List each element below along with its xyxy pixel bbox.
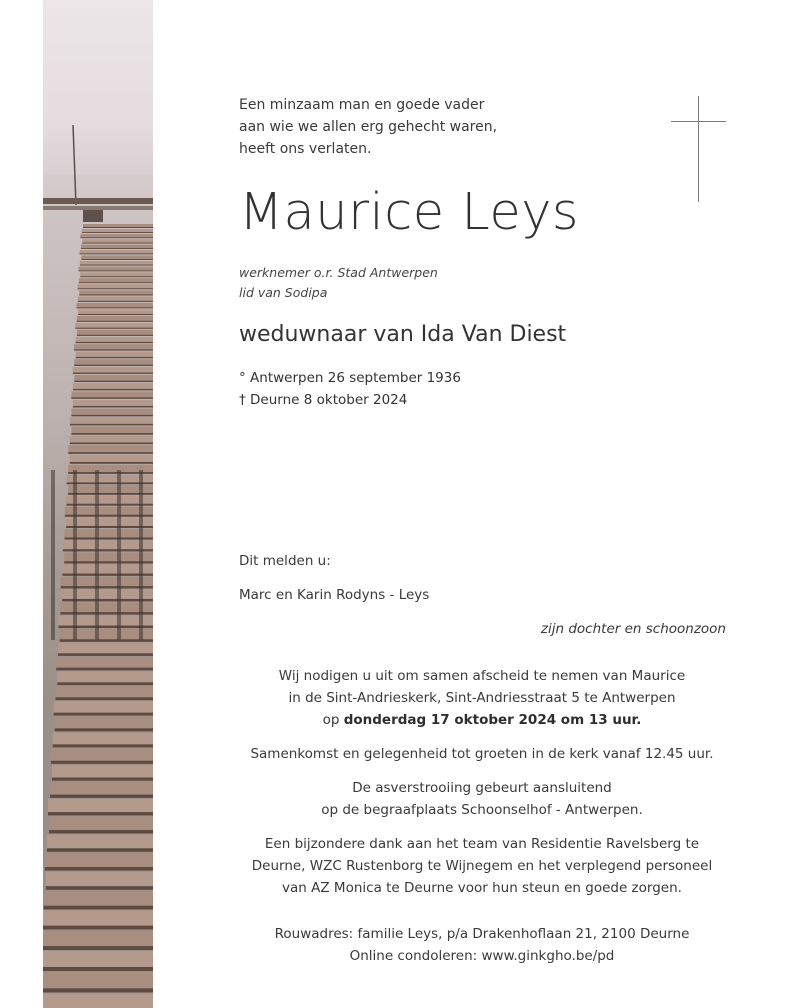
family-names: Marc en Karin Rodyns - Leys: [239, 587, 430, 603]
role-line-1: werknemer o.r. Stad Antwerpen: [239, 265, 438, 280]
thanks-line-3: van AZ Monica te Deurne voor hun steun en goede zorgen.: [282, 880, 682, 896]
invitation-line-2: in de Sint-Andrieskerk, Sint-Andriesstraat 5 te Antwerpen: [288, 690, 676, 706]
invitation-line-1: Wij nodigen u uit om samen afscheid te nemen van Maurice: [278, 668, 686, 684]
online-condolences: Online condoleren: www.ginkgho.be/pd: [349, 948, 615, 964]
spouse-line: weduwnaar van Ida Van Diest: [239, 322, 567, 347]
announcement: Dit melden u:: [239, 553, 331, 569]
roles: [239, 263, 438, 303]
thanks-line-2: Deurne, WZC Rustenborg te Wijnegem en het verplegend personeel: [251, 858, 713, 874]
ceremony-datetime: donderdag 17 oktober 2024 om 13 uur.: [343, 712, 642, 728]
intro-line-1: Een minzaam man en goede vader: [239, 97, 485, 113]
thanks-line-1: Een bijzondere dank aan het team van Residentie Ravelsberg te: [264, 836, 700, 852]
intro-line-3: heeft ons verlaten.: [239, 141, 372, 157]
boardwalk-illustration: [43, 0, 153, 1008]
contact-info: [212, 923, 752, 967]
invitation-line-3: [212, 709, 752, 731]
birth-date: ° Antwerpen 26 september 1936: [239, 370, 461, 386]
death-date: † Deurne 8 oktober 2024: [239, 392, 408, 408]
thanks-text: [212, 833, 752, 899]
role-line-2: lid van Sodipa: [239, 285, 328, 300]
deceased-name: Maurice Leys: [239, 183, 579, 242]
invitation: [212, 665, 752, 731]
family-relation: zijn dochter en schoonzoon: [540, 621, 726, 637]
boardwalk-photo: [43, 0, 153, 1008]
intro-line-2: aan wie we allen erg gehecht waren,: [239, 119, 498, 135]
gathering-info: [212, 743, 752, 765]
scattering-info: [212, 777, 752, 821]
gathering-line: Samenkomst en gelegenheid tot groeten in de kerk vanaf 12.45 uur.: [250, 746, 714, 762]
scattering-line-1: De asverstrooiing gebeurt aansluitend: [352, 780, 612, 796]
scattering-line-2: op de begraafplaats Schoonselhof - Antwerpen.: [321, 802, 643, 818]
intro-text: [239, 94, 497, 160]
mourning-address: Rouwadres: familie Leys, p/a Drakenhoflaan 21, 2100 Deurne: [274, 926, 690, 942]
life-dates: [239, 367, 461, 411]
invitation-prefix: op: [322, 712, 340, 728]
